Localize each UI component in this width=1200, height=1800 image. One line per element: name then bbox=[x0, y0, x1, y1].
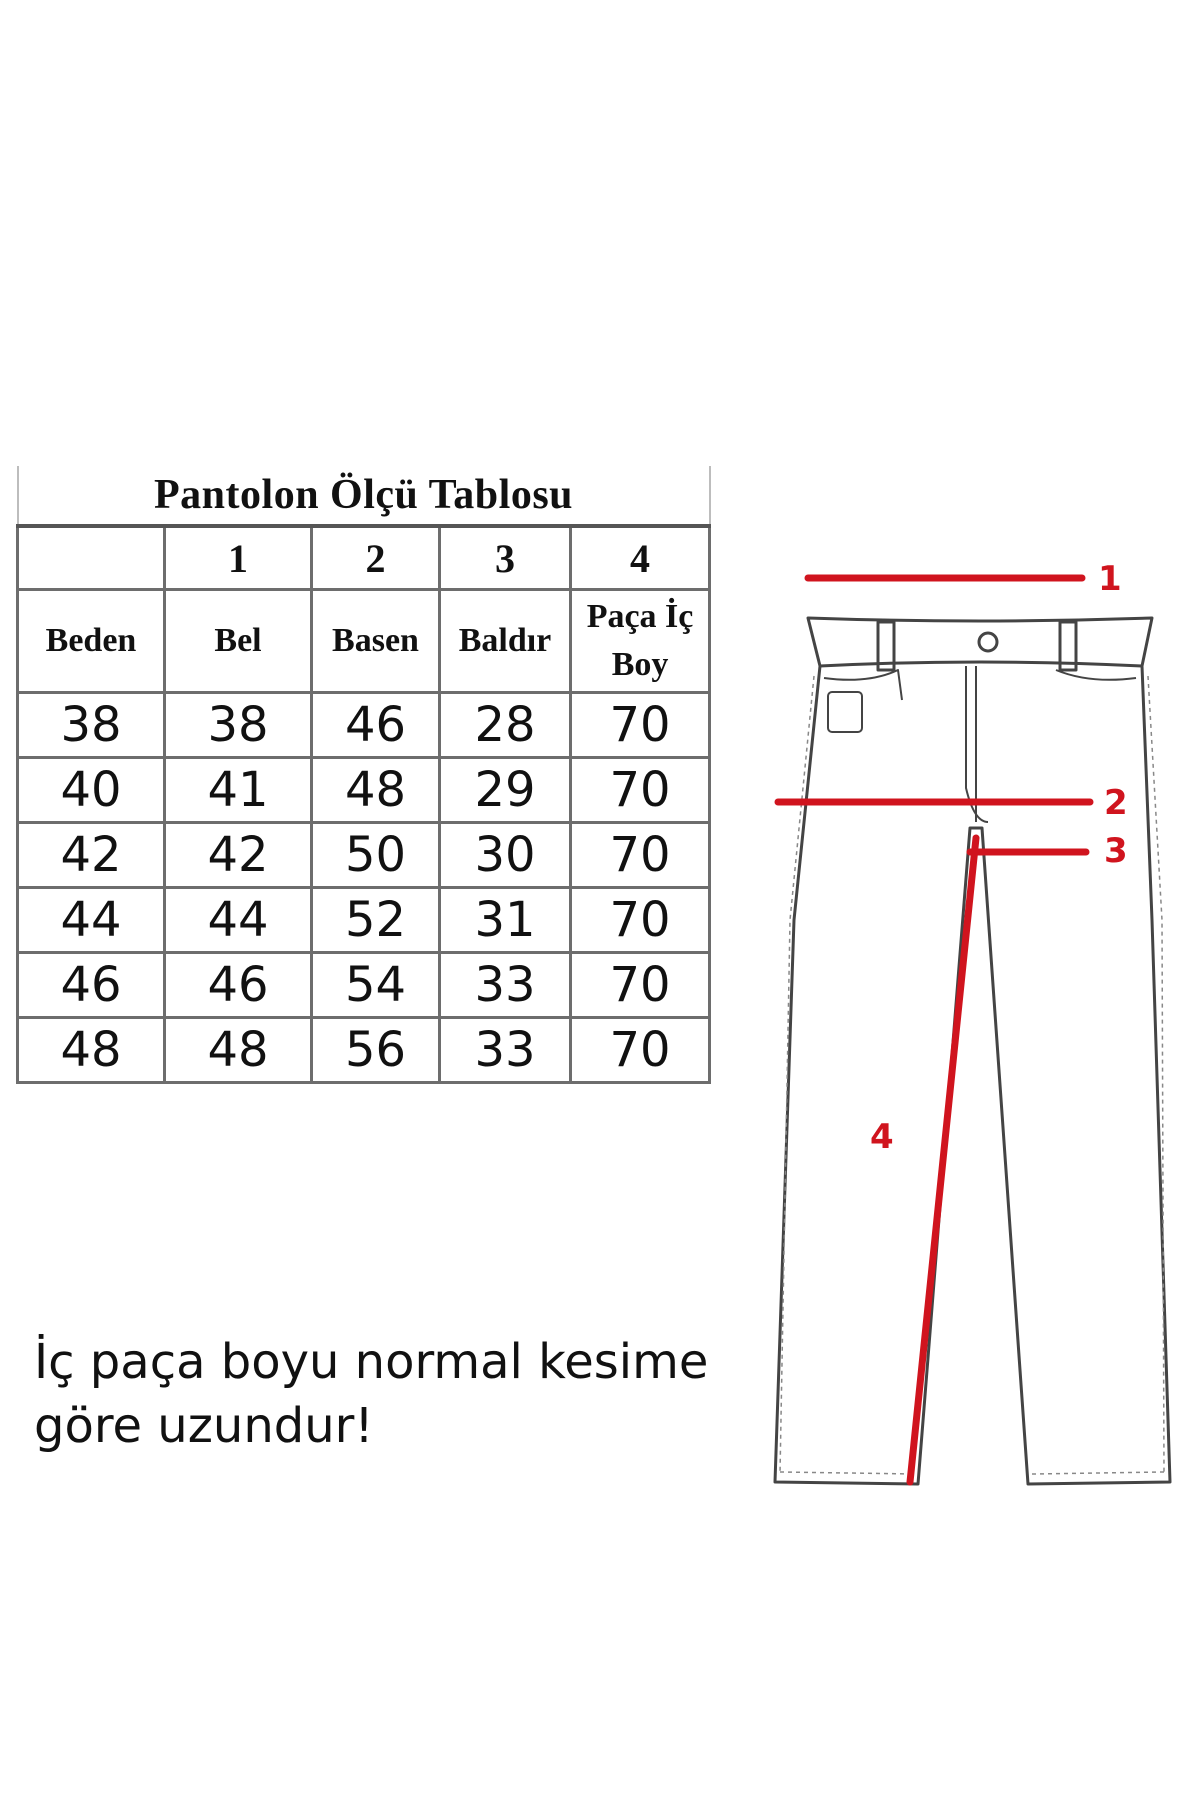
table-cell: 70 bbox=[571, 888, 710, 953]
table-cell: 54 bbox=[312, 953, 440, 1018]
number-cell: 3 bbox=[440, 526, 571, 590]
table-cell: 31 bbox=[440, 888, 571, 953]
table-cell: 46 bbox=[165, 953, 312, 1018]
inseam-note: İç paça boyu normal kesime göre uzundur! bbox=[34, 1334, 709, 1454]
table-row bbox=[18, 1018, 710, 1083]
table-cell: 48 bbox=[18, 1018, 165, 1083]
marker-2: 2 bbox=[1104, 783, 1128, 823]
size-chart-table bbox=[16, 466, 711, 1084]
table-cell: 70 bbox=[571, 823, 710, 888]
table-cell: 44 bbox=[165, 888, 312, 953]
table-cell: 70 bbox=[571, 693, 710, 758]
table-cell: 70 bbox=[571, 1018, 710, 1083]
table-cell: 48 bbox=[312, 758, 440, 823]
table-cell: 33 bbox=[440, 1018, 571, 1083]
header-beden: Beden bbox=[18, 590, 165, 693]
table-cell: 41 bbox=[165, 758, 312, 823]
table-cell: 33 bbox=[440, 953, 571, 1018]
table-cell: 42 bbox=[165, 823, 312, 888]
header-baldir: Baldır bbox=[440, 590, 571, 693]
table-cell: 28 bbox=[440, 693, 571, 758]
table-row bbox=[18, 823, 710, 888]
table-row bbox=[18, 758, 710, 823]
table-title: Pantolon Ölçü Tablosu bbox=[18, 466, 710, 526]
header-row bbox=[18, 590, 710, 693]
header-bel: Bel bbox=[165, 590, 312, 693]
marker-3: 3 bbox=[1104, 831, 1128, 871]
table-cell: 44 bbox=[18, 888, 165, 953]
header-basen: Basen bbox=[312, 590, 440, 693]
table-cell: 50 bbox=[312, 823, 440, 888]
button-icon bbox=[979, 633, 997, 651]
stitch-line bbox=[780, 676, 814, 1474]
table-cell: 70 bbox=[571, 758, 710, 823]
coin-pocket bbox=[828, 692, 862, 732]
marker-4: 4 bbox=[870, 1117, 894, 1157]
table-cell: 56 bbox=[312, 1018, 440, 1083]
header-paca-ic-boy: Paça İç Boy bbox=[571, 590, 710, 693]
table-cell: 52 bbox=[312, 888, 440, 953]
measurement-number-row bbox=[18, 526, 710, 590]
measure-line-inseam bbox=[910, 838, 976, 1482]
table-row bbox=[18, 693, 710, 758]
front-pocket-left bbox=[824, 670, 902, 700]
pants-outline bbox=[775, 618, 1170, 1484]
measurement-lines bbox=[778, 578, 1090, 1482]
number-cell bbox=[18, 526, 165, 590]
number-cell: 4 bbox=[571, 526, 710, 590]
table-row bbox=[18, 953, 710, 1018]
pants-measurement-diagram bbox=[770, 560, 1190, 1520]
table-cell: 38 bbox=[18, 693, 165, 758]
marker-1: 1 bbox=[1098, 560, 1122, 599]
table-cell: 38 bbox=[165, 693, 312, 758]
table-row bbox=[18, 888, 710, 953]
number-cell: 1 bbox=[165, 526, 312, 590]
table-cell: 70 bbox=[571, 953, 710, 1018]
table-cell: 46 bbox=[312, 693, 440, 758]
table-cell: 40 bbox=[18, 758, 165, 823]
table-cell: 46 bbox=[18, 953, 165, 1018]
table-cell: 48 bbox=[165, 1018, 312, 1083]
hem-stitch bbox=[780, 1472, 916, 1474]
table-cell: 29 bbox=[440, 758, 571, 823]
table-cell: 30 bbox=[440, 823, 571, 888]
table-cell: 42 bbox=[18, 823, 165, 888]
hem-stitch bbox=[1032, 1472, 1164, 1474]
number-cell: 2 bbox=[312, 526, 440, 590]
